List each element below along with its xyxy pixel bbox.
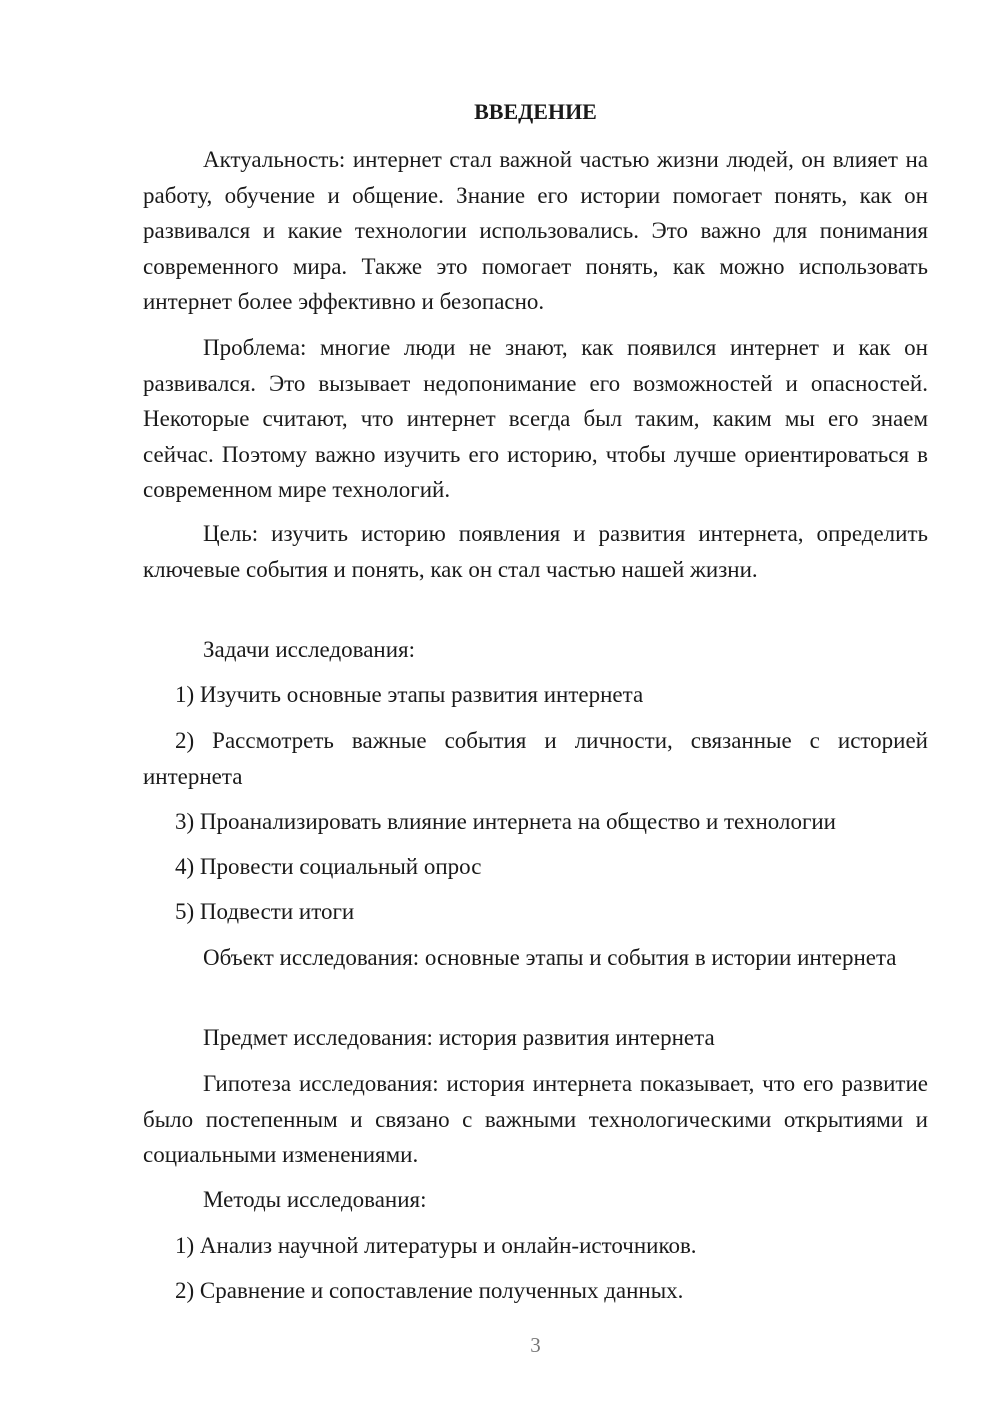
task-item: 4) Провести социальный опрос — [175, 854, 482, 879]
paragraph-goal: Цель: изучить историю появления и развития интернета, определить ключевые события и понять, как он стал частью нашей жизни. — [143, 521, 928, 582]
paragraph-problem: Проблема: многие люди не знают, как появился интернет и как он развивался. Это вызывает недопонимание его возможностей и опасностей. Некоторые считают, что интернет всегда был таким, каким мы его знаем сейчас. Поэтому важно изучить его историю, чтобы лучше ориентироваться в современном мире технологий. — [143, 335, 928, 502]
page-number: 3 — [530, 1333, 541, 1357]
paragraph-subject: Предмет исследования: история развития интернета — [203, 1025, 715, 1050]
task-item: 3) Проанализировать влияние интернета на общество и технологии — [175, 809, 836, 834]
task-item: 5) Подвести итоги — [175, 899, 355, 924]
method-item: 1) Анализ научной литературы и онлайн-источников. — [175, 1233, 697, 1258]
tasks-heading: Задачи исследования: — [203, 637, 416, 662]
section-title: ВВЕДЕНИЕ — [474, 99, 597, 124]
methods-heading: Методы исследования: — [203, 1187, 427, 1212]
method-item: 2) Сравнение и сопоставление полученных данных. — [175, 1278, 684, 1303]
paragraph-object: Объект исследования: основные этапы и события в истории интернета — [203, 945, 897, 970]
paragraph-relevance: Актуальность: интернет стал важной частью жизни людей, он влияет на работу, обучение и общение. Знание его истории помогает понять, как он развивался и какие технологии использовались. Это важно для понимания современного мира. Также это помогает понять, как можно использовать интернет более эффективно и безопасно. — [143, 147, 928, 314]
paragraph-hypothesis: Гипотеза исследования: история интернета показывает, что его развитие было постепенным и связано с важными технологическими открытиями и социальными изменениями. — [143, 1071, 928, 1167]
task-item: 1) Изучить основные этапы развития интернета — [175, 682, 644, 707]
task-item: 2) Рассмотреть важные события и личности, связанные с историей интернета — [143, 728, 928, 789]
